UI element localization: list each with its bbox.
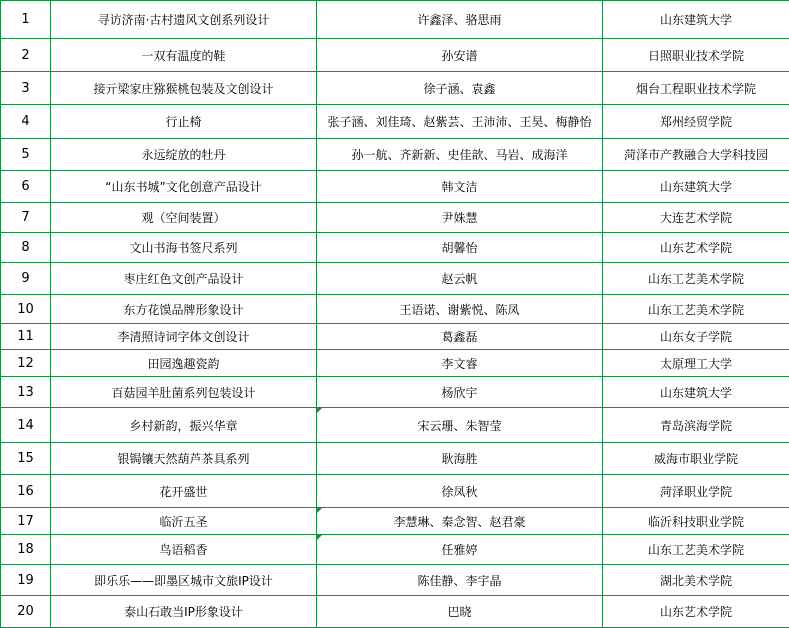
cell-title[interactable]: 乡村新韵，振兴华章 <box>51 408 317 443</box>
cell-authors[interactable]: 徐凤秋 <box>317 475 603 508</box>
cell-school[interactable]: 山东工艺美术学院 <box>603 263 789 295</box>
cell-index[interactable]: 16 <box>1 475 51 508</box>
table-row <box>1 350 789 377</box>
table-row <box>1 324 789 350</box>
table-row <box>1 535 789 565</box>
table-row <box>1 233 789 263</box>
cell-title[interactable]: 田园逸趣瓷韵 <box>51 350 317 377</box>
cell-text: 李慧琳、秦念智、赵君豪 <box>393 515 525 529</box>
cell-school[interactable]: 山东艺术学院 <box>603 233 789 263</box>
cell-index[interactable]: 19 <box>1 565 51 596</box>
table-row <box>1 39 789 72</box>
cell-authors[interactable]: 胡馨怡 <box>317 233 603 263</box>
cell-school[interactable]: 山东建筑大学 <box>603 171 789 203</box>
table-row <box>1 72 789 105</box>
cell-school[interactable]: 湖北美术学院 <box>603 565 789 596</box>
cell-authors[interactable]: 孙一航、齐新新、史佳歆、马岩、成海洋 <box>317 139 603 171</box>
cell-authors[interactable]: 徐子涵、袁鑫 <box>317 72 603 105</box>
cell-title[interactable]: “山东书城”文化创意产品设计 <box>51 171 317 203</box>
table-row <box>1 105 789 139</box>
cell-index[interactable]: 8 <box>1 233 51 263</box>
cell-school[interactable]: 威海市职业学院 <box>603 443 789 475</box>
cell-title[interactable]: 银锔镶天然葫芦茶具系列 <box>51 443 317 475</box>
cell-school[interactable]: 菏泽市产教融合大学科技园 <box>603 139 789 171</box>
cell-title[interactable]: 李清照诗词字体文创设计 <box>51 324 317 350</box>
cell-school[interactable]: 菏泽职业学院 <box>603 475 789 508</box>
cell-school[interactable]: 太原理工大学 <box>603 350 789 377</box>
cell-authors[interactable]: 尹姝慧 <box>317 203 603 233</box>
cell-school[interactable]: 青岛滨海学院 <box>603 408 789 443</box>
cell-title[interactable]: 接亓梁家庄猕猴桃包装及文创设计 <box>51 72 317 105</box>
cell-authors[interactable]: 耿海胜 <box>317 443 603 475</box>
cell-title[interactable]: 行止椅 <box>51 105 317 139</box>
cell-school[interactable]: 日照职业技术学院 <box>603 39 789 72</box>
table-row <box>1 203 789 233</box>
table-row <box>1 171 789 203</box>
cell-index[interactable]: 18 <box>1 535 51 565</box>
cell-authors[interactable]: 韩文洁 <box>317 171 603 203</box>
cell-index[interactable]: 7 <box>1 203 51 233</box>
cell-authors[interactable]: 王语诺、谢紫悦、陈凤 <box>317 295 603 324</box>
cell-authors[interactable] <box>317 508 603 535</box>
cell-index[interactable]: 9 <box>1 263 51 295</box>
cell-authors[interactable]: 葛鑫磊 <box>317 324 603 350</box>
table-row <box>1 565 789 596</box>
cell-text: 宋云珊、朱智莹 <box>417 419 501 433</box>
cell-index[interactable]: 17 <box>1 508 51 535</box>
table-row <box>1 408 789 443</box>
cell-authors[interactable]: 陈佳静、李宇晶 <box>317 565 603 596</box>
cell-text: 任雅婷 <box>441 543 477 557</box>
table-row <box>1 443 789 475</box>
table-row <box>1 377 789 408</box>
cell-index[interactable]: 4 <box>1 105 51 139</box>
cell-school[interactable]: 山东工艺美术学院 <box>603 535 789 565</box>
cell-index[interactable]: 13 <box>1 377 51 408</box>
cell-index[interactable]: 2 <box>1 39 51 72</box>
cell-authors[interactable]: 杨欣宇 <box>317 377 603 408</box>
cell-title[interactable]: 一双有温度的鞋 <box>51 39 317 72</box>
table-row <box>1 596 789 628</box>
cell-authors[interactable]: 李文睿 <box>317 350 603 377</box>
cell-title[interactable]: 观（空间装置） <box>51 203 317 233</box>
cell-index[interactable]: 12 <box>1 350 51 377</box>
comment-marker-icon <box>317 408 322 413</box>
cell-authors[interactable]: 张子涵、刘佳琦、赵紫芸、王沛沛、王昊、梅静怡 <box>317 105 603 139</box>
table-row <box>1 263 789 295</box>
cell-title[interactable]: 文山书海书签尺系列 <box>51 233 317 263</box>
cell-school[interactable]: 山东建筑大学 <box>603 1 789 39</box>
cell-index[interactable]: 6 <box>1 171 51 203</box>
cell-title[interactable]: 东方花馍品牌形象设计 <box>51 295 317 324</box>
cell-authors[interactable]: 巴晓 <box>317 596 603 628</box>
cell-school[interactable]: 山东工艺美术学院 <box>603 295 789 324</box>
table-row <box>1 1 789 39</box>
cell-authors[interactable]: 许鑫泽、骆思雨 <box>317 1 603 39</box>
table-row <box>1 475 789 508</box>
cell-school[interactable]: 山东艺术学院 <box>603 596 789 628</box>
comment-marker-icon <box>317 508 322 513</box>
cell-authors[interactable] <box>317 535 603 565</box>
cell-title[interactable]: 即乐乐——即墨区城市文旅IP设计 <box>51 565 317 596</box>
cell-authors[interactable]: 赵云帆 <box>317 263 603 295</box>
cell-title[interactable]: 临沂五圣 <box>51 508 317 535</box>
cell-authors[interactable] <box>317 408 603 443</box>
cell-title[interactable]: 永远绽放的牡丹 <box>51 139 317 171</box>
cell-index[interactable]: 5 <box>1 139 51 171</box>
cell-school[interactable]: 烟台工程职业技术学院 <box>603 72 789 105</box>
cell-title[interactable]: 寻访济南·古村遗风文创系列设计 <box>51 1 317 39</box>
cell-title[interactable]: 鸟语稻香 <box>51 535 317 565</box>
cell-authors[interactable]: 孙安谱 <box>317 39 603 72</box>
cell-index[interactable]: 20 <box>1 596 51 628</box>
table-row <box>1 295 789 324</box>
table-row <box>1 139 789 171</box>
cell-index[interactable]: 1 <box>1 1 51 39</box>
table-row <box>1 508 789 535</box>
cell-school[interactable]: 郑州经贸学院 <box>603 105 789 139</box>
cell-index[interactable]: 15 <box>1 443 51 475</box>
comment-marker-icon <box>317 535 322 540</box>
cell-title[interactable]: 花开盛世 <box>51 475 317 508</box>
cell-school[interactable]: 山东女子学院 <box>603 324 789 350</box>
cell-title[interactable]: 枣庄红色文创产品设计 <box>51 263 317 295</box>
cell-school[interactable]: 大连艺术学院 <box>603 203 789 233</box>
cell-index[interactable]: 11 <box>1 324 51 350</box>
cell-title[interactable]: 泰山石敢当IP形象设计 <box>51 596 317 628</box>
cell-school[interactable]: 临沂科技职业学院 <box>603 508 789 535</box>
cell-school[interactable]: 山东建筑大学 <box>603 377 789 408</box>
cell-title[interactable]: 百菇园羊肚菌系列包装设计 <box>51 377 317 408</box>
cell-index[interactable]: 10 <box>1 295 51 324</box>
cell-index[interactable]: 3 <box>1 72 51 105</box>
cell-index[interactable]: 14 <box>1 408 51 443</box>
